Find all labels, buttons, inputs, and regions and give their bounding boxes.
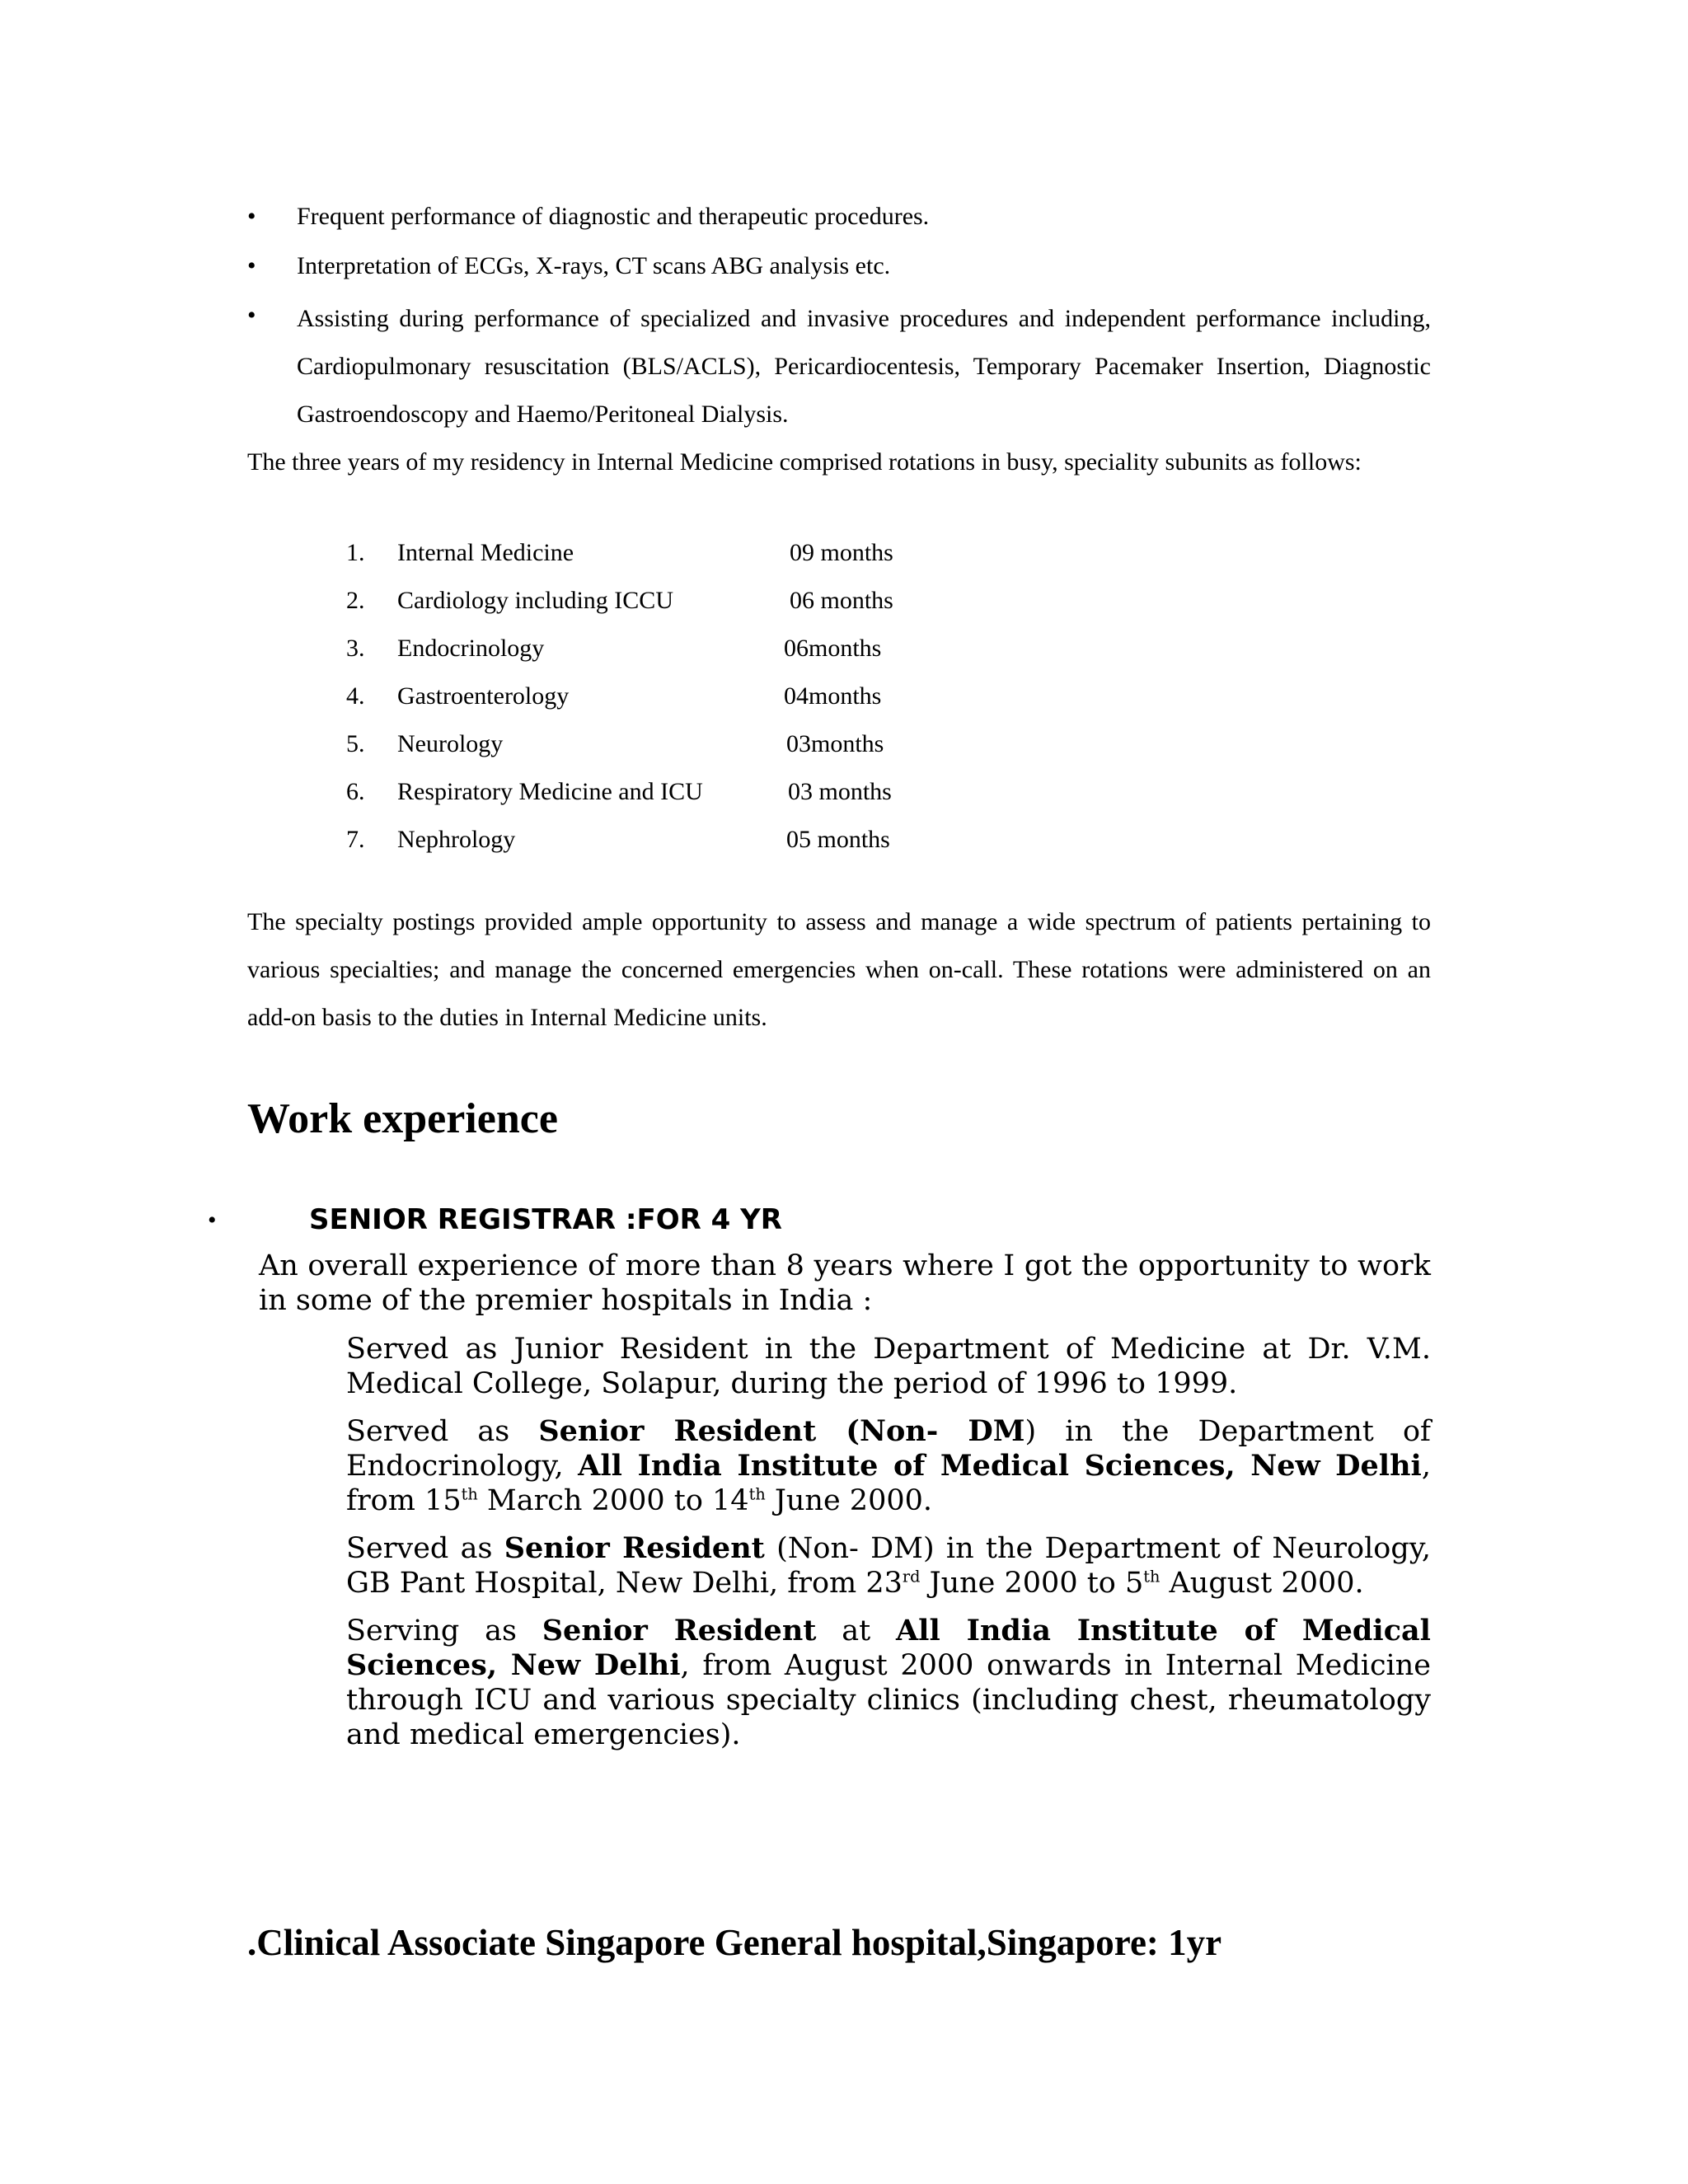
senior-registrar-title: SENIOR REGISTRAR :FOR 4 YR	[309, 1203, 782, 1236]
experience-text: Served as	[346, 1415, 510, 1448]
experience-text: , from 15	[346, 1450, 1431, 1517]
procedure-item: Assisting during performance of specialized and invasive procedures and independent performance including, Cardiopulmonary resuscitation (BLS/ACLS), Pericardiocentesis, Temporary Pacemaker Insertion, Diagnostic Gastroendoscopy and Haemo/Peritoneal Dialysis.	[297, 305, 1431, 428]
overall-experience: An overall experience of more than 8 years where I got the opportunity to work in some of the premier hospitals in India :	[259, 1249, 1431, 1317]
rotation-duration: 04months	[784, 682, 882, 710]
procedure-item: Frequent performance of diagnostic and therapeutic procedures.	[297, 203, 930, 230]
experience-text: at	[816, 1615, 871, 1647]
residency-intro: The three years of my residency in Internal Medicine comprised rotations in busy, speciality subunits as follows:	[247, 448, 1362, 476]
rotation-duration: 09 months	[790, 539, 893, 566]
rotation-duration: 06months	[784, 635, 882, 662]
bullet-dot: •	[247, 252, 256, 279]
rotation-duration: 03months	[786, 730, 884, 757]
experience-role: Senior Resident	[542, 1614, 817, 1647]
experience-text: June 2000.	[765, 1484, 932, 1517]
experience-text: August 2000.	[1160, 1567, 1364, 1600]
specialty-paragraph: The specialty postings provided ample opportunity to assess and manage a wide spectrum of patients pertaining to various specialties; and manage the concerned emergencies when on-call. These rotations were administered on an add-on basis to the duties in Internal Medicine units.	[247, 908, 1431, 1031]
rotation-duration: 06 months	[790, 587, 893, 614]
rotation-name: Internal Medicine	[397, 539, 574, 566]
rotation-name: Neurology	[397, 730, 504, 757]
experience-entry	[346, 1332, 1431, 1401]
experience-entry	[346, 1614, 1431, 1752]
rotation-duration: 05 months	[786, 826, 890, 853]
rotation-number: 6.	[346, 778, 365, 805]
experience-entry	[346, 1531, 1431, 1601]
ordinal-suffix: th	[1143, 1567, 1160, 1586]
rotation-name: Cardiology including ICCU	[397, 587, 673, 614]
singapore-heading: .Clinical Associate Singapore General hospital,Singapore: 1yr	[247, 1922, 1222, 1963]
bullet-dot: •	[247, 203, 256, 230]
ordinal-suffix: th	[748, 1484, 766, 1504]
experience-text: (Non- DM) in the Department of Neurology, GB Pant Hospital, New Delhi, from 23	[346, 1532, 1432, 1600]
rotation-name: Endocrinology	[397, 635, 545, 662]
experience-role: Senior Resident (Non- DM	[538, 1414, 1025, 1448]
experience-text: Serving as	[346, 1615, 517, 1647]
rotation-number: 4.	[346, 682, 365, 710]
experience-entry	[346, 1414, 1431, 1518]
experience-role: Senior Resident	[504, 1531, 765, 1565]
rotation-number: 1.	[346, 539, 365, 566]
procedure-item: Interpretation of ECGs, X-rays, CT scans ABG analysis etc.	[297, 252, 891, 279]
rotation-number: 5.	[346, 730, 365, 757]
rotation-number: 2.	[346, 587, 365, 614]
experience-text: June 2000 to 5	[920, 1567, 1144, 1600]
rotation-name: Gastroenterology	[397, 682, 570, 710]
experience-text: Served as Junior Resident in the Department of Medicine at Dr. V.M. Medical College, Solapur, during the period of 1996 to 1999.	[346, 1333, 1431, 1400]
experience-text: ) in the Department of Endocrinology,	[346, 1415, 1431, 1483]
rotation-number: 3.	[346, 635, 365, 662]
work-experience-heading: Work experience	[247, 1095, 558, 1142]
rotation-name: Nephrology	[397, 826, 516, 853]
ordinal-suffix: th	[461, 1484, 478, 1504]
experience-institution: All India Institute of Medical Sciences, New Delhi	[578, 1449, 1422, 1483]
rotation-duration: 03 months	[788, 778, 892, 805]
bullet-dot: •	[208, 1207, 217, 1234]
rotation-number: 7.	[346, 826, 365, 853]
ordinal-suffix: rd	[902, 1567, 921, 1586]
experience-text: Served as	[346, 1532, 493, 1565]
rotation-name: Respiratory Medicine and ICU	[397, 778, 703, 805]
experience-text: March 2000 to 14	[477, 1484, 749, 1517]
bullet-dot: •	[247, 302, 256, 329]
experience-institution: All India Institute of Medical Sciences, New Delhi	[346, 1614, 1431, 1682]
experience-text: , from August 2000 onwards in Internal Medicine through ICU and various specialty clinics (including chest, rheumatology and medical emergencies).	[346, 1649, 1432, 1751]
